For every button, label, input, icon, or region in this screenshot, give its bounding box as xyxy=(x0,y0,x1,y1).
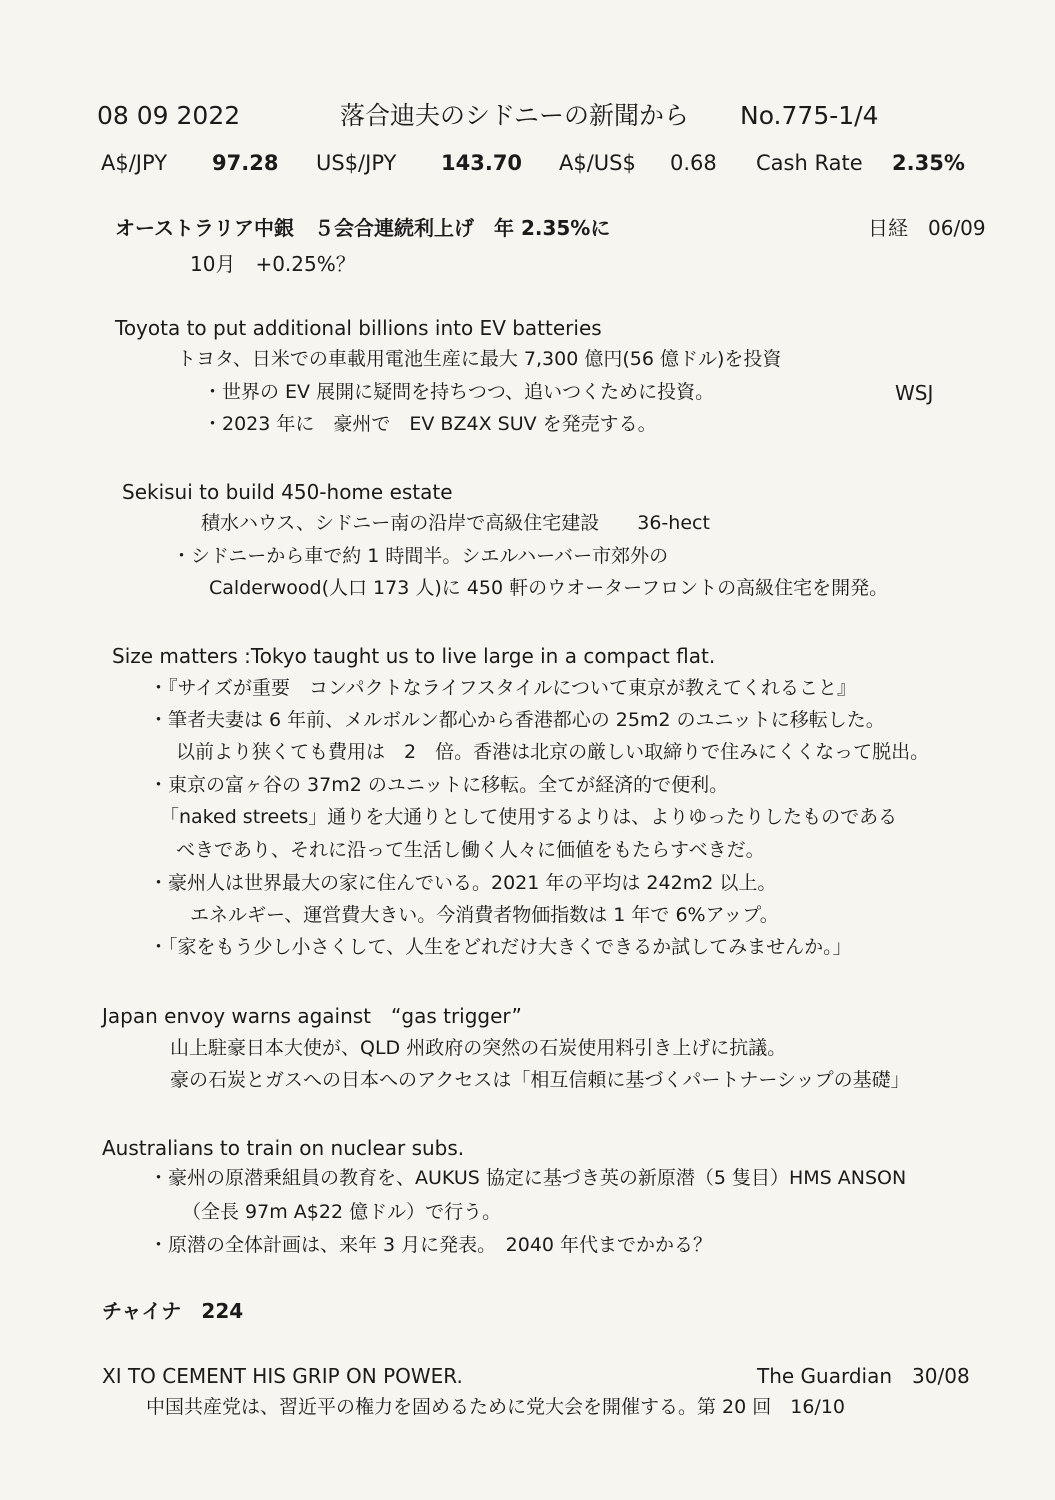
toyota-line: トヨタ、日米での車載用電池生産に最大 7,300 億円(56 億ドル)を投資 xyxy=(177,348,782,370)
china-section-heading: チャイナ 224 xyxy=(102,1299,244,1323)
aud-usd-label: A$/US$ xyxy=(559,151,636,175)
subs-line: （全長 97m A$22 億ドル）で行う。 xyxy=(182,1201,502,1223)
size-line: べきであり、それに沿って生活し働く人々に価値をもたらすべきだ。 xyxy=(176,839,765,861)
subs-line: ・豪州の原潜乗組員の教育を、AUKUS 協定に基づき英の新原潜（5 隻目）HMS ANSON xyxy=(149,1167,907,1189)
subs-line: ・原潜の全体計画は、来年 3 月に発表。 2040 年代までかかる？ xyxy=(149,1234,713,1256)
rba-line: 10月 +0.25%？ xyxy=(190,252,356,276)
rba-headline: オーストラリア中銀 ５会合連続利上げ 年 2.35%に xyxy=(115,216,611,240)
envoy-line: 豪の石炭とガスへの日本へのアクセスは「相互信頼に基づくパートナーシップの基礎」 xyxy=(170,1069,910,1091)
usd-jpy-value: 143.70 xyxy=(441,151,523,175)
size-line: ・「家をもう少し小さくして、人生をどれだけ大きくできるか試してみませんか。」 xyxy=(149,936,852,958)
sekisui-line: 積水ハウス、シドニー南の沿岸で高級住宅建設 36-hect xyxy=(201,512,710,534)
subs-headline: Australians to train on nuclear subs. xyxy=(102,1136,465,1160)
aud-usd-value: 0.68 xyxy=(670,151,717,175)
china-line: 中国共産党は、習近平の権力を固めるために党大会を開催する。第 20 回 16/10 xyxy=(146,1396,846,1418)
toyota-line: ・世界の EV 展開に疑問を持ちつつ、追いつくために投資。 xyxy=(203,381,715,403)
aud-jpy-label: A$/JPY xyxy=(101,151,168,175)
sekisui-headline: Sekisui to build 450-home estate xyxy=(122,480,453,504)
aud-jpy-value: 97.28 xyxy=(212,151,279,175)
size-line: エネルギー、運営費大きい。今消費者物価指数は 1 年で 6%アップ。 xyxy=(190,904,779,926)
envoy-headline: Japan envoy warns against “gas trigger” xyxy=(102,1004,522,1028)
rba-source: 日経 06/09 xyxy=(868,216,986,240)
envoy-line: 山上駐豪日本大使が、QLD 州政府の突然の石炭使用料引き上げに抗議。 xyxy=(170,1037,787,1059)
cash-rate-value: 2.35% xyxy=(892,151,965,175)
china-source: The Guardian 30/08 xyxy=(757,1364,970,1388)
size-headline: Size matters :Tokyo taught us to live large in a compact flat. xyxy=(112,644,716,668)
sekisui-line: Calderwood(人口 173 人)に 450 軒のウオーターフロントの高級住宅を開発。 xyxy=(209,577,889,599)
toyota-headline: Toyota to put additional billions into EV batteries xyxy=(115,316,602,340)
size-line: 「naked streets」通りを大通りとして使用するよりは、よりゆったりしたものである xyxy=(160,806,898,828)
size-line: ・筆者夫妻は 6 年前、メルボルン都心から香港都心の 25m2 のユニットに移転した。 xyxy=(149,709,885,731)
toyota-source: WSJ xyxy=(895,381,934,405)
cash-rate-label: Cash Rate xyxy=(756,151,863,175)
size-line: ・『サイズが重要 コンパクトなライフスタイルについて東京が教えてくれること』 xyxy=(149,677,856,699)
usd-jpy-label: US$/JPY xyxy=(316,151,397,175)
size-line: ・東京の富ヶ谷の 37m2 のユニットに移転。全てが経済的で便利。 xyxy=(149,774,729,796)
sekisui-line: ・シドニーから車で約 1 時間半。シエルハーバー市郊外の xyxy=(172,545,669,567)
size-line: 以前より狭くても費用は 2 倍。香港は北京の厳しい取締りで住みにくくなって脱出。 xyxy=(176,741,930,763)
china-headline: XI TO CEMENT HIS GRIP ON POWER. xyxy=(102,1364,463,1388)
size-line: ・豪州人は世界最大の家に住んでいる。2021 年の平均は 242m2 以上。 xyxy=(149,872,777,894)
newsletter-title: 落合迪夫のシドニーの新聞から xyxy=(340,101,690,130)
issue-date: 08 09 2022 xyxy=(97,101,241,130)
issue-number: No.775-1/4 xyxy=(740,101,879,130)
toyota-line: ・2023 年に 豪州で EV BZ4X SUV を発売する。 xyxy=(203,413,657,435)
